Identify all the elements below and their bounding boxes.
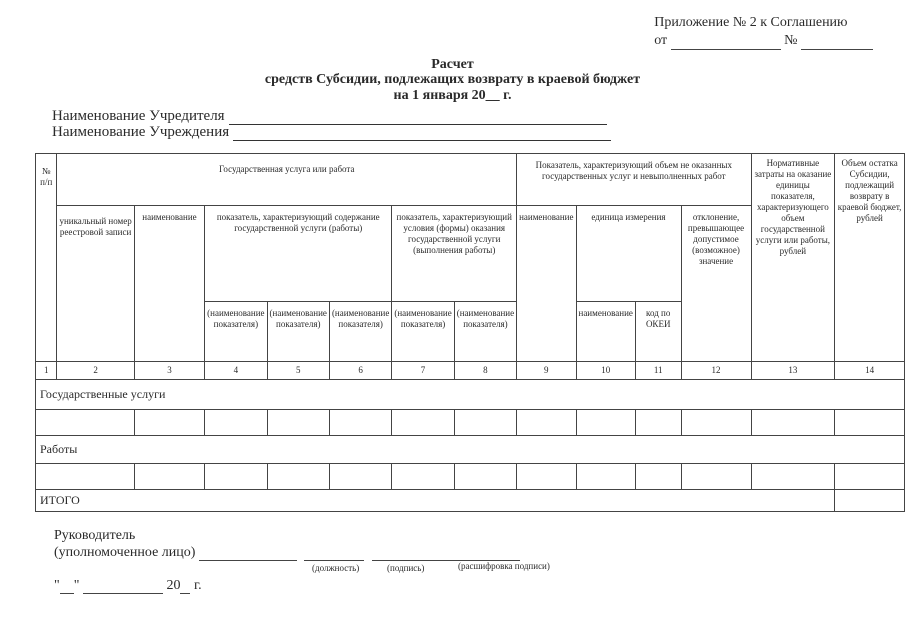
table-cell[interactable] — [267, 410, 329, 436]
header-regnum: уникальный номер реестровой записи — [57, 206, 134, 362]
signature-head: Руководитель — [54, 528, 136, 543]
date-year-blank[interactable] — [180, 593, 190, 594]
signature-line — [54, 545, 520, 561]
table-cell[interactable] — [267, 464, 329, 490]
table-row — [36, 410, 905, 436]
column-number: 11 — [635, 362, 681, 380]
table-cell[interactable] — [681, 410, 751, 436]
position-caption: (должность) — [312, 563, 360, 573]
sign-blank[interactable] — [304, 560, 364, 561]
table-cell[interactable] — [36, 410, 135, 436]
table-cell[interactable] — [635, 410, 681, 436]
column-number: 13 — [751, 362, 835, 380]
table-cell[interactable] — [134, 464, 204, 490]
header-conditions: показатель, характеризующий условия (формы) оказания государственной услуги (выполнения работы) — [392, 206, 517, 302]
document-date-title: на 1 января 20__ г. — [393, 88, 512, 103]
column-number: 14 — [835, 362, 905, 380]
total-value-cell[interactable] — [835, 490, 905, 512]
table-cell[interactable] — [329, 464, 391, 490]
column-number: 10 — [576, 362, 635, 380]
table-cell[interactable] — [392, 464, 454, 490]
sign-caption: (подпись) — [387, 563, 425, 573]
date-day-blank[interactable] — [60, 593, 74, 594]
institution-blank[interactable] — [233, 123, 611, 141]
column-number: 7 — [392, 362, 454, 380]
section-services: Государственные услуги — [36, 380, 905, 410]
column-number: 5 — [267, 362, 329, 380]
table-cell[interactable] — [517, 464, 576, 490]
column-number: 9 — [517, 362, 576, 380]
date-quote-open: " — [54, 578, 60, 593]
appendix-from: от — [654, 33, 668, 48]
header-unit: единица измерения — [576, 206, 681, 302]
header-unit-name: наименование — [576, 302, 635, 362]
appendix-number-sign: № — [784, 33, 798, 48]
appendix-number-blank[interactable] — [801, 49, 873, 50]
table-cell[interactable] — [329, 410, 391, 436]
table-cell[interactable] — [576, 410, 635, 436]
column-number: 8 — [454, 362, 516, 380]
institution-line — [52, 123, 611, 141]
table-cell[interactable] — [454, 464, 516, 490]
header-deviation: отклонение, превышающее допустимое (возможное) значение — [681, 206, 751, 362]
section-works: Работы — [36, 436, 905, 464]
column-number: 6 — [329, 362, 391, 380]
header-sub-c5: (наименование показателя) — [454, 302, 516, 362]
column-number: 4 — [205, 362, 267, 380]
position-blank[interactable] — [199, 560, 297, 561]
header-normative: Нормативные затраты на оказание единицы показателя, характеризующего объем государственной услуги или работы, рублей — [751, 154, 835, 362]
decode-caption: (расшифровка подписи) — [458, 561, 550, 571]
appendix-date-line — [654, 32, 873, 50]
table-cell[interactable] — [36, 464, 135, 490]
total-label: ИТОГО — [36, 490, 835, 512]
date-line — [54, 578, 202, 594]
header-sub-c4: (наименование показателя) — [392, 302, 454, 362]
column-number: 1 — [36, 362, 57, 380]
date-month-blank[interactable] — [83, 593, 163, 594]
document-subtitle: средств Субсидии, подлежащих возврату в краевой бюджет — [264, 72, 641, 87]
table-cell[interactable] — [205, 410, 267, 436]
date-year: 20 — [166, 578, 181, 593]
column-number: 12 — [681, 362, 751, 380]
appendix-header — [654, 14, 873, 50]
table-cell[interactable] — [635, 464, 681, 490]
header-indicator: Показатель, характеризующий объем не оказанных государственных услуг и невыполненных работ — [517, 154, 751, 206]
calculation-table — [35, 153, 905, 512]
table-cell[interactable] — [751, 410, 835, 436]
column-number: 2 — [57, 362, 134, 380]
header-sub-c2: (наименование показателя) — [267, 302, 329, 362]
table-cell[interactable] — [134, 410, 204, 436]
table-cell[interactable] — [392, 410, 454, 436]
institution-label: Наименование Учреждения — [52, 124, 230, 140]
header-name: наименование — [134, 206, 204, 362]
table-cell[interactable] — [517, 410, 576, 436]
column-number: 3 — [134, 362, 204, 380]
date-quote-close: " — [73, 578, 80, 593]
table-cell[interactable] — [205, 464, 267, 490]
table-row — [36, 464, 905, 490]
table-cell[interactable] — [835, 464, 905, 490]
appendix-title: Приложение № 2 к Соглашению — [654, 15, 848, 30]
table-cell[interactable] — [751, 464, 835, 490]
date-suffix: г. — [193, 578, 202, 593]
signature-authorized: (уполномоченное лицо) — [54, 545, 196, 560]
header-balance: Объем остатка Субсидии, подлежащий возврату в краевой бюджет, рублей — [835, 154, 905, 362]
header-sub-c1: (наименование показателя) — [205, 302, 267, 362]
column-number-row — [36, 362, 905, 380]
table-cell[interactable] — [454, 410, 516, 436]
founder-label: Наименование Учредителя — [52, 108, 225, 124]
header-content: показатель, характеризующий содержание государственной услуги (работы) — [205, 206, 392, 302]
header-sub-c3: (наименование показателя) — [329, 302, 391, 362]
document-title: Расчет — [431, 57, 474, 72]
header-okei: код по ОКЕИ — [635, 302, 681, 362]
table-cell[interactable] — [681, 464, 751, 490]
table-cell[interactable] — [576, 464, 635, 490]
header-num: № п/п — [36, 154, 57, 362]
header-service: Государственная услуга или работа — [57, 154, 517, 206]
table-cell[interactable] — [835, 410, 905, 436]
appendix-date-blank[interactable] — [671, 49, 781, 50]
header-indicator-name: наименование — [517, 206, 576, 362]
